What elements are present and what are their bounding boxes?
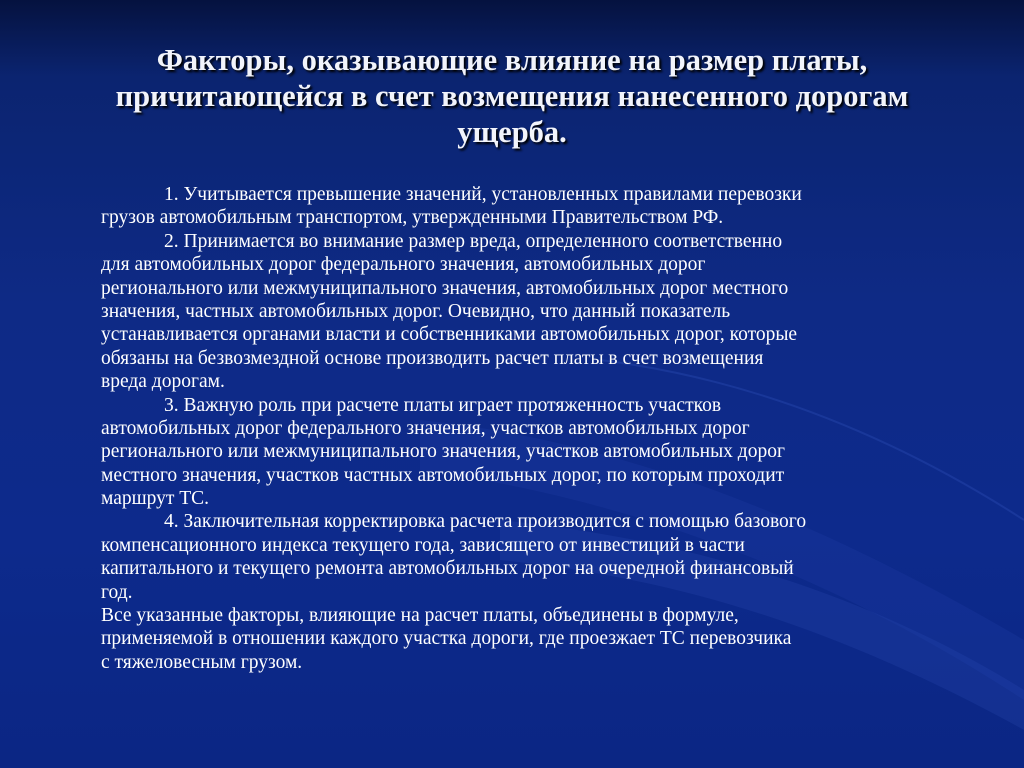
paragraph-2-line: 2. Принимается во внимание размер вреда, определенного соответственно [164,230,783,252]
paragraph-2-line: устанавливается органами власти и собственниками автомобильных дорог, которые [101,324,798,346]
summary-line: применяемой в отношении каждого участка дороги, где проезжает ТС перевозчика [101,628,792,650]
paragraph-2-line: для автомобильных дорог федерального значения, автомобильных дорог [101,254,706,276]
paragraph-2-line: значения, частных автомобильных дорог. Очевидно, что данный показатель [101,300,731,322]
paragraph-4-line: компенсационного индекса текущего года, зависящего от инвестиций в части [101,534,745,556]
slide-title-line: причитающейся в счет возмещения нанесенного дорогам [115,79,909,113]
paragraph-3-line: местного значения, участков частных автомобильных дорог, по которым проходит [101,464,785,486]
paragraph-4-line: 4. Заключительная корректировка расчета производится с помощью базового [164,511,807,533]
paragraph-1-line: 1. Учитывается превышение значений, установленных правилами перевозки [164,184,802,205]
summary-line: с тяжеловесным грузом. [101,651,303,673]
paragraph-2-line: вреда дорогам. [101,371,225,393]
paragraph-3-line: 3. Важную роль при расчете платы играет протяженность участков [164,394,722,416]
paragraph-4-line: капитального и текущего ремонта автомобильных дорог на очередной финансовый [101,558,794,580]
summary-line: Все указанные факторы, влияющие на расчет платы, объединены в формуле, [101,605,739,627]
slide-title-line: ущерба. [457,115,567,149]
paragraph-4-line: год. [101,581,133,603]
slide-title [60,42,964,150]
paragraph-3-line: регионального или межмуниципального значения, участков автомобильных дорог [101,441,785,463]
paragraph-3-line: маршрут ТС. [101,488,210,510]
slide-title-line: Факторы, оказывающие влияние на размер платы, [156,43,868,77]
paragraph-1-line: грузов автомобильным транспортом, утвержденными Правительством РФ. [101,207,724,229]
paragraph-3-line: автомобильных дорог федерального значения, участков автомобильных дорог [101,417,750,439]
slide-body-text [101,183,981,674]
paragraph-2-line: обязаны на безвозмездной основе производить расчет платы в счет возмещения [101,347,764,369]
paragraph-2-line: регионального или межмуниципального значения, автомобильных дорог местного [101,277,789,299]
